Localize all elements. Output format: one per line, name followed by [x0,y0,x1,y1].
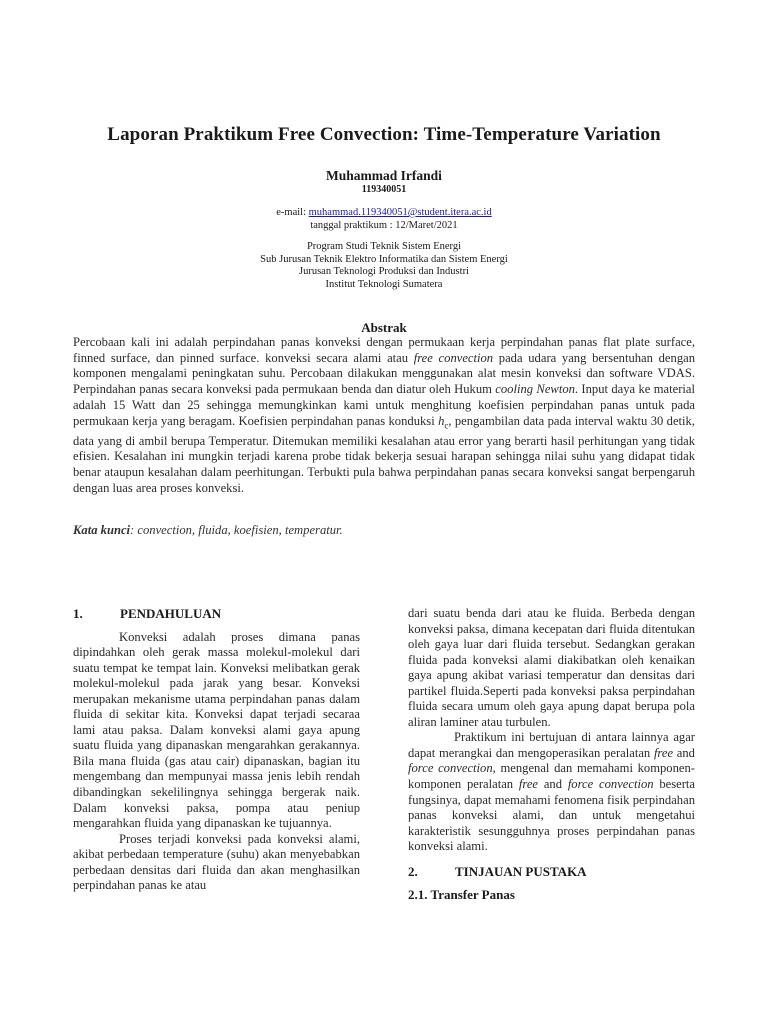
paragraph: Proses terjadi konveksi pada konveksi alami, akibat perbedaan temperature (suhu) akan menyebabkan perbedaan densitas dari fluida dan akan menghasilkan perpindahan panas ke atau [73,831,360,893]
keywords-line [73,523,695,538]
paragraph-continued: dari suatu benda dari atau ke fluida. Berbeda dengan konveksi paksa, dimana kecepatan dari fluida ditentukan oleh gaya luar dari fluida tersebut. Sedangkan gerakan fluida pada konveksi alami diakibatkan oleh kenaikan gaya apung akibat variasi temperatur dan densitas dari partikel fluida.Seperti pada konveksi paksa perpindahan fluida secara umum oleh gaya apung dapat berupa pola aliran laminer atau turbulen. [408,606,695,729]
paragraph: Konveksi adalah proses dimana panas dipindahkan oleh gerak massa molekul-molekul dari suatu tempat ke tempat lain. Konveksi melibatkan gerak molekul-molekul pada jarak yang besar. Konveksi merupakan mekanisme utama perpindahan panas dalam fluida di sekitar kita. Konveksi dapat terjadi secaraa lami atau paksa. Dalam konveksi alami gaya apung suatu fluida yang dipanaskan mengarahkan gerakannya. Bila mana fluida (gas atau cair) dipanaskan, bagian itu mengembang dan mempunyai massa jenis lebih rendah dibandingkan sekelilingnya sehingga bergerak naik. Dalam konveksi paksa, pompa atau peniup mengarahkan fluida yang dipanaskan ke tujuannya. [73,629,360,831]
abstract-term: free convection [413,350,494,365]
subsection-heading: 2.1. Transfer Panas [408,887,515,903]
para-term: free [518,777,539,792]
affiliation-block [84,241,684,291]
affiliation-line: Program Studi Teknik Sistem Energi [306,241,462,252]
abstract-text: pada udara yang bersentuhan dengan komponen mengalami peningkatan suhu. Percobaan dilakukan menggunakan alat mesin konveksi dan software VDAS. Perpindahan panas secara konveksi pada permukaan benda dan diatur oleh Hukum [73,350,695,397]
email-line [84,206,684,219]
para-text: and [538,777,568,792]
para-text: , mengenal dan memahami komponen-komponen peralatan [408,761,695,792]
affiliation-line: Sub Jurusan Teknik Elektro Informatika dan Sistem Energi [260,253,508,265]
student-id: 119340051 [361,184,407,195]
para-term: force convection [408,761,493,776]
abstract-heading: Abstrak [361,320,407,335]
abstract-term: cooling Newton [495,382,575,397]
keywords-label: Kata kunci [73,523,131,537]
para-text: Praktikum ini bertujuan di antara lainnya agar dapat merangkai dan mengoperasikan peralatan [408,730,695,760]
para-term: free [653,745,674,760]
affiliation-line: Institut Teknologi Sumatera [325,278,443,290]
section-title: TINJAUAN PUSTAKA [455,863,587,879]
section-title: PENDAHULUAN [120,606,222,621]
keywords-text: : convection, fluida, koefisien, temperatur. [130,523,343,537]
abstract-text: . Input daya ke material adalah 15 Watt dan 25 sehingga memungkinkan kami untuk menghitung koefisien perpindahan panas untuk pada permukaan kerja yang beragam. Koefisien perpindahan panas konduksi [73,382,695,428]
affiliation-line: Jurusan Teknologi Produksi dan Industri [299,266,469,278]
contact-block [84,206,684,232]
section-number: 1. [73,606,83,621]
section-number: 2. [408,863,418,879]
para-text: beserta fungsinya, dapat memahami fenomena fisik perpindahan panas konveksi alami, dan untuk mengetahui karakteristik sesungguhnya proses perpindahan panas konveksi alami. [408,777,696,854]
abstract-symbol-sub: c [444,420,449,431]
abstract-text: Percobaan kali ini adalah perpindahan panas konveksi dengan permukaan kerja perpindahan panas flat plate surface, finned surface, dan pinned surface. konveksi secara alami atau [73,335,695,365]
email-link[interactable]: muhammad.119340051@student.itera.ac.id [308,207,492,218]
para-text: and [673,745,695,760]
author-name: Muhammad Irfandi [326,168,442,183]
column-left [73,606,360,894]
abstract-body [73,335,695,497]
section-heading [73,606,360,622]
section-heading [408,864,695,880]
paragraph [408,730,695,854]
para-term: force convection [567,777,654,792]
abstract-symbol: h [438,413,445,428]
paper-title: Laporan Praktikum Free Convection: Time-Temperature Variation [107,124,661,145]
abstract-text: , pengambilan data pada interval waktu 30 detik, data yang di ambil berupa Temperatur. Ditemukan memiliki kesalahan atau error yang berarti hasil perhitungan yang tidak efisien. Kesalahan ini mungkin terjadi karena probe tidak bekerja sesuai harapan sehingga nilai suhu yang didapat tidak benar ataupun kesalahan dalam peerhitungan. Terbukti pula bahwa perpindahan panas secara konveksi sangat berpengaruh dengan luas area proses konveksi. [73,413,696,495]
column-right [408,606,695,903]
email-label: e-mail: [276,207,309,218]
date-line: tanggal praktikum : 12/Maret/2021 [310,220,458,231]
